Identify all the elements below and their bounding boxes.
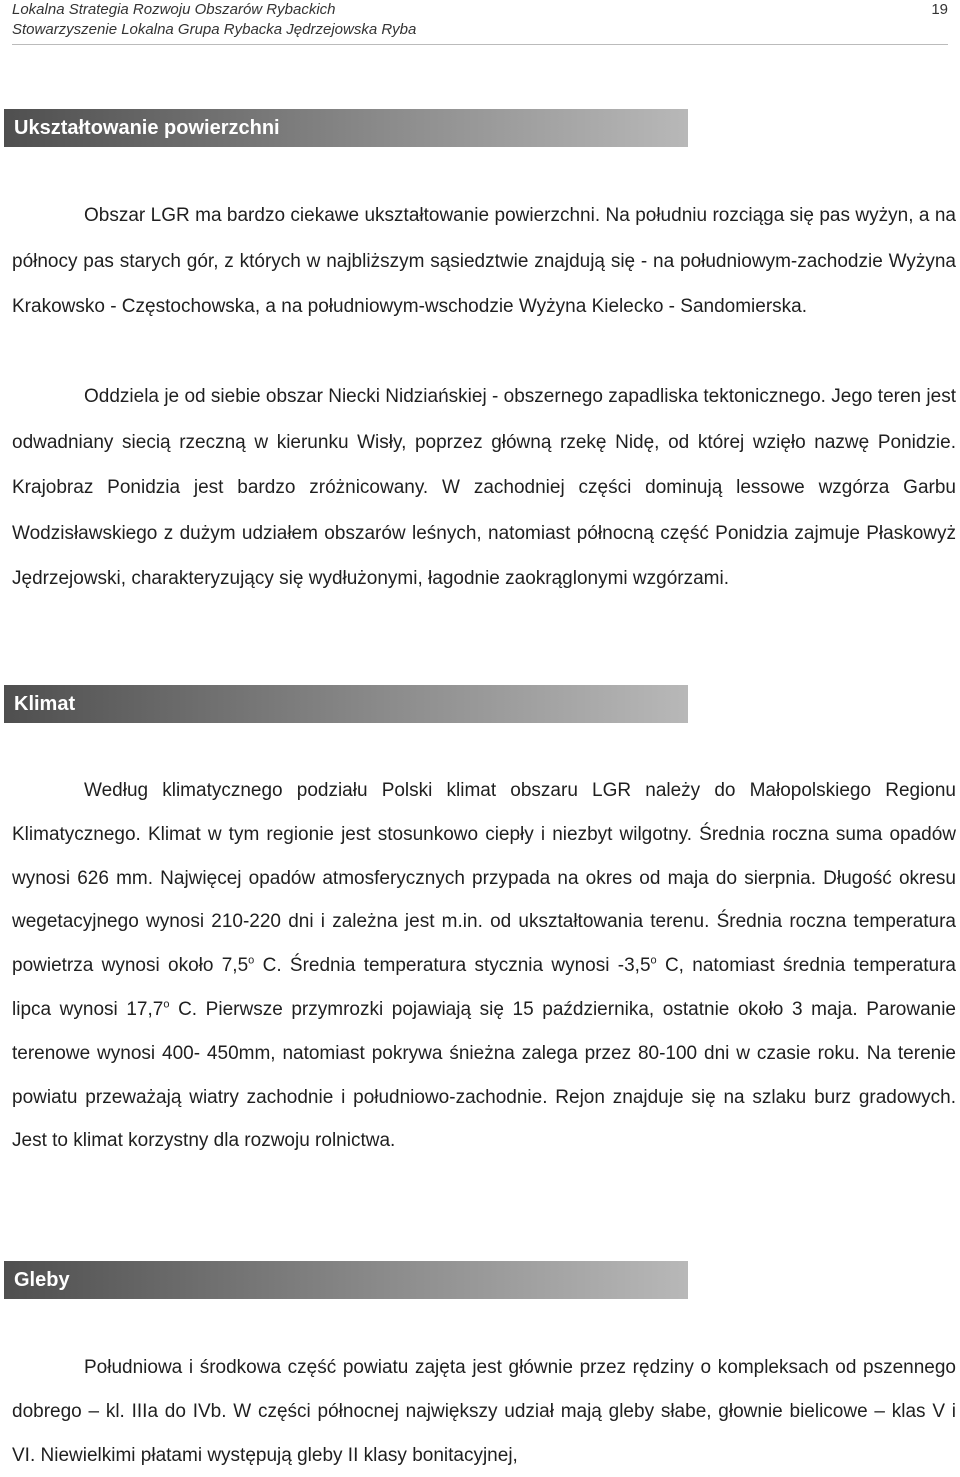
paragraph-surface-2: Oddziela je od siebie obszar Niecki Nidziańskiej - obszernego zapadliska tektonicznego. Jego teren jest odwadniany siecią rzeczną w kierunku Wisły, poprzez główną rzekę Nidę, od której wzięło nazwę Ponidzie. Krajobraz Ponidzia jest bardzo zróżnicowany. W zachodniej części dominują lessowe wzgórza Garbu Wodzisławskiego z dużym udziałem obszarów leśnych, natomiast północną część Ponidzia zajmuje Płaskowyż Jędrzejowski, charakteryzujący się wydłużonymi, łagodnie zaokrąglonymi wzgórzami. [12,386,956,589]
degree-mark: o [248,954,255,967]
section-heading-surface: Ukształtowanie powierzchni [4,109,688,147]
climate-text-part-1: Według klimatycznego podziału Polski klimat obszaru LGR należy do Małopolskiego Regionu Klimatycznego. Klimat w tym regionie jest stosunkowo ciepły i niezbyt wilgotny. Średnia roczna suma opadów wynosi 626 mm. Najwięcej opadów atmosferycznych przypada na okres od maja do sierpnia. Długość okresu wegetacyjnego wynosi 210-220 dni i zależna jest m.in. od ukształtowania terenu. Średnia roczna temperatura powietrza wynosi około 7,5 [12,780,956,977]
climate-text-part-2: C. Średnia temperatura stycznia wynosi -3,5 [262,955,651,977]
climate-text-part-3: C, natomiast średnia temperatura lipca wynosi 17,7 [12,955,957,1020]
header-strategy-title: Lokalna Strategia Rozwoju Obszarów Rybackich [12,1,336,18]
header-association-name: Stowarzyszenie Lokalna Grupa Rybacka Jędrzejowska Ryba [12,21,417,38]
section-heading-climate: Klimat [4,685,688,723]
degree-mark: o [163,998,170,1011]
page-header [12,0,948,40]
climate-text-part-4: C. Pierwsze przymrozki pojawiają się 15 października, ostatnie około 3 maja. Parowanie terenowe wynosi 400- 450mm, natomiast pokrywa śnieżna zalega przez 80-100 dni w czasie roku. Na terenie powiatu przeważają wiatry zachodnie i południowo-zachodnie. Rejon znajduje się na szlaku burz gradowych. Jest to klimat korzystny dla rozwoju rolnictwa. [12,998,956,1152]
paragraph-soils: Południowa i środkowa część powiatu zajęta jest głównie przez rędziny o kompleksach od pszennego dobrego – kl. IIIa do IVb. W części północnej największy udział mają gleby słabe, głownie bielicowe – klas V i VI. Niewielkimi płatami występują gleby II klasy bonitacyjnej, [12,1357,956,1466]
section-heading-soils: Gleby [4,1261,688,1299]
degree-mark: o [650,954,657,967]
paragraph-surface-1: Obszar LGR ma bardzo ciekawe ukształtowanie powierzchni. Na południu rozciąga się pas wyżyn, a na północy pas starych gór, z których w najbliższym sąsiedztwie znajdują się - na południowym-zachodzie Wyżyna Krakowsko - Częstochowska, a na południowym-wschodzie Wyżyna Kielecko - Sandomierska. [12,205,956,317]
page-number: 19 [931,1,948,18]
paragraph-climate [12,769,956,1163]
header-divider [12,44,948,45]
